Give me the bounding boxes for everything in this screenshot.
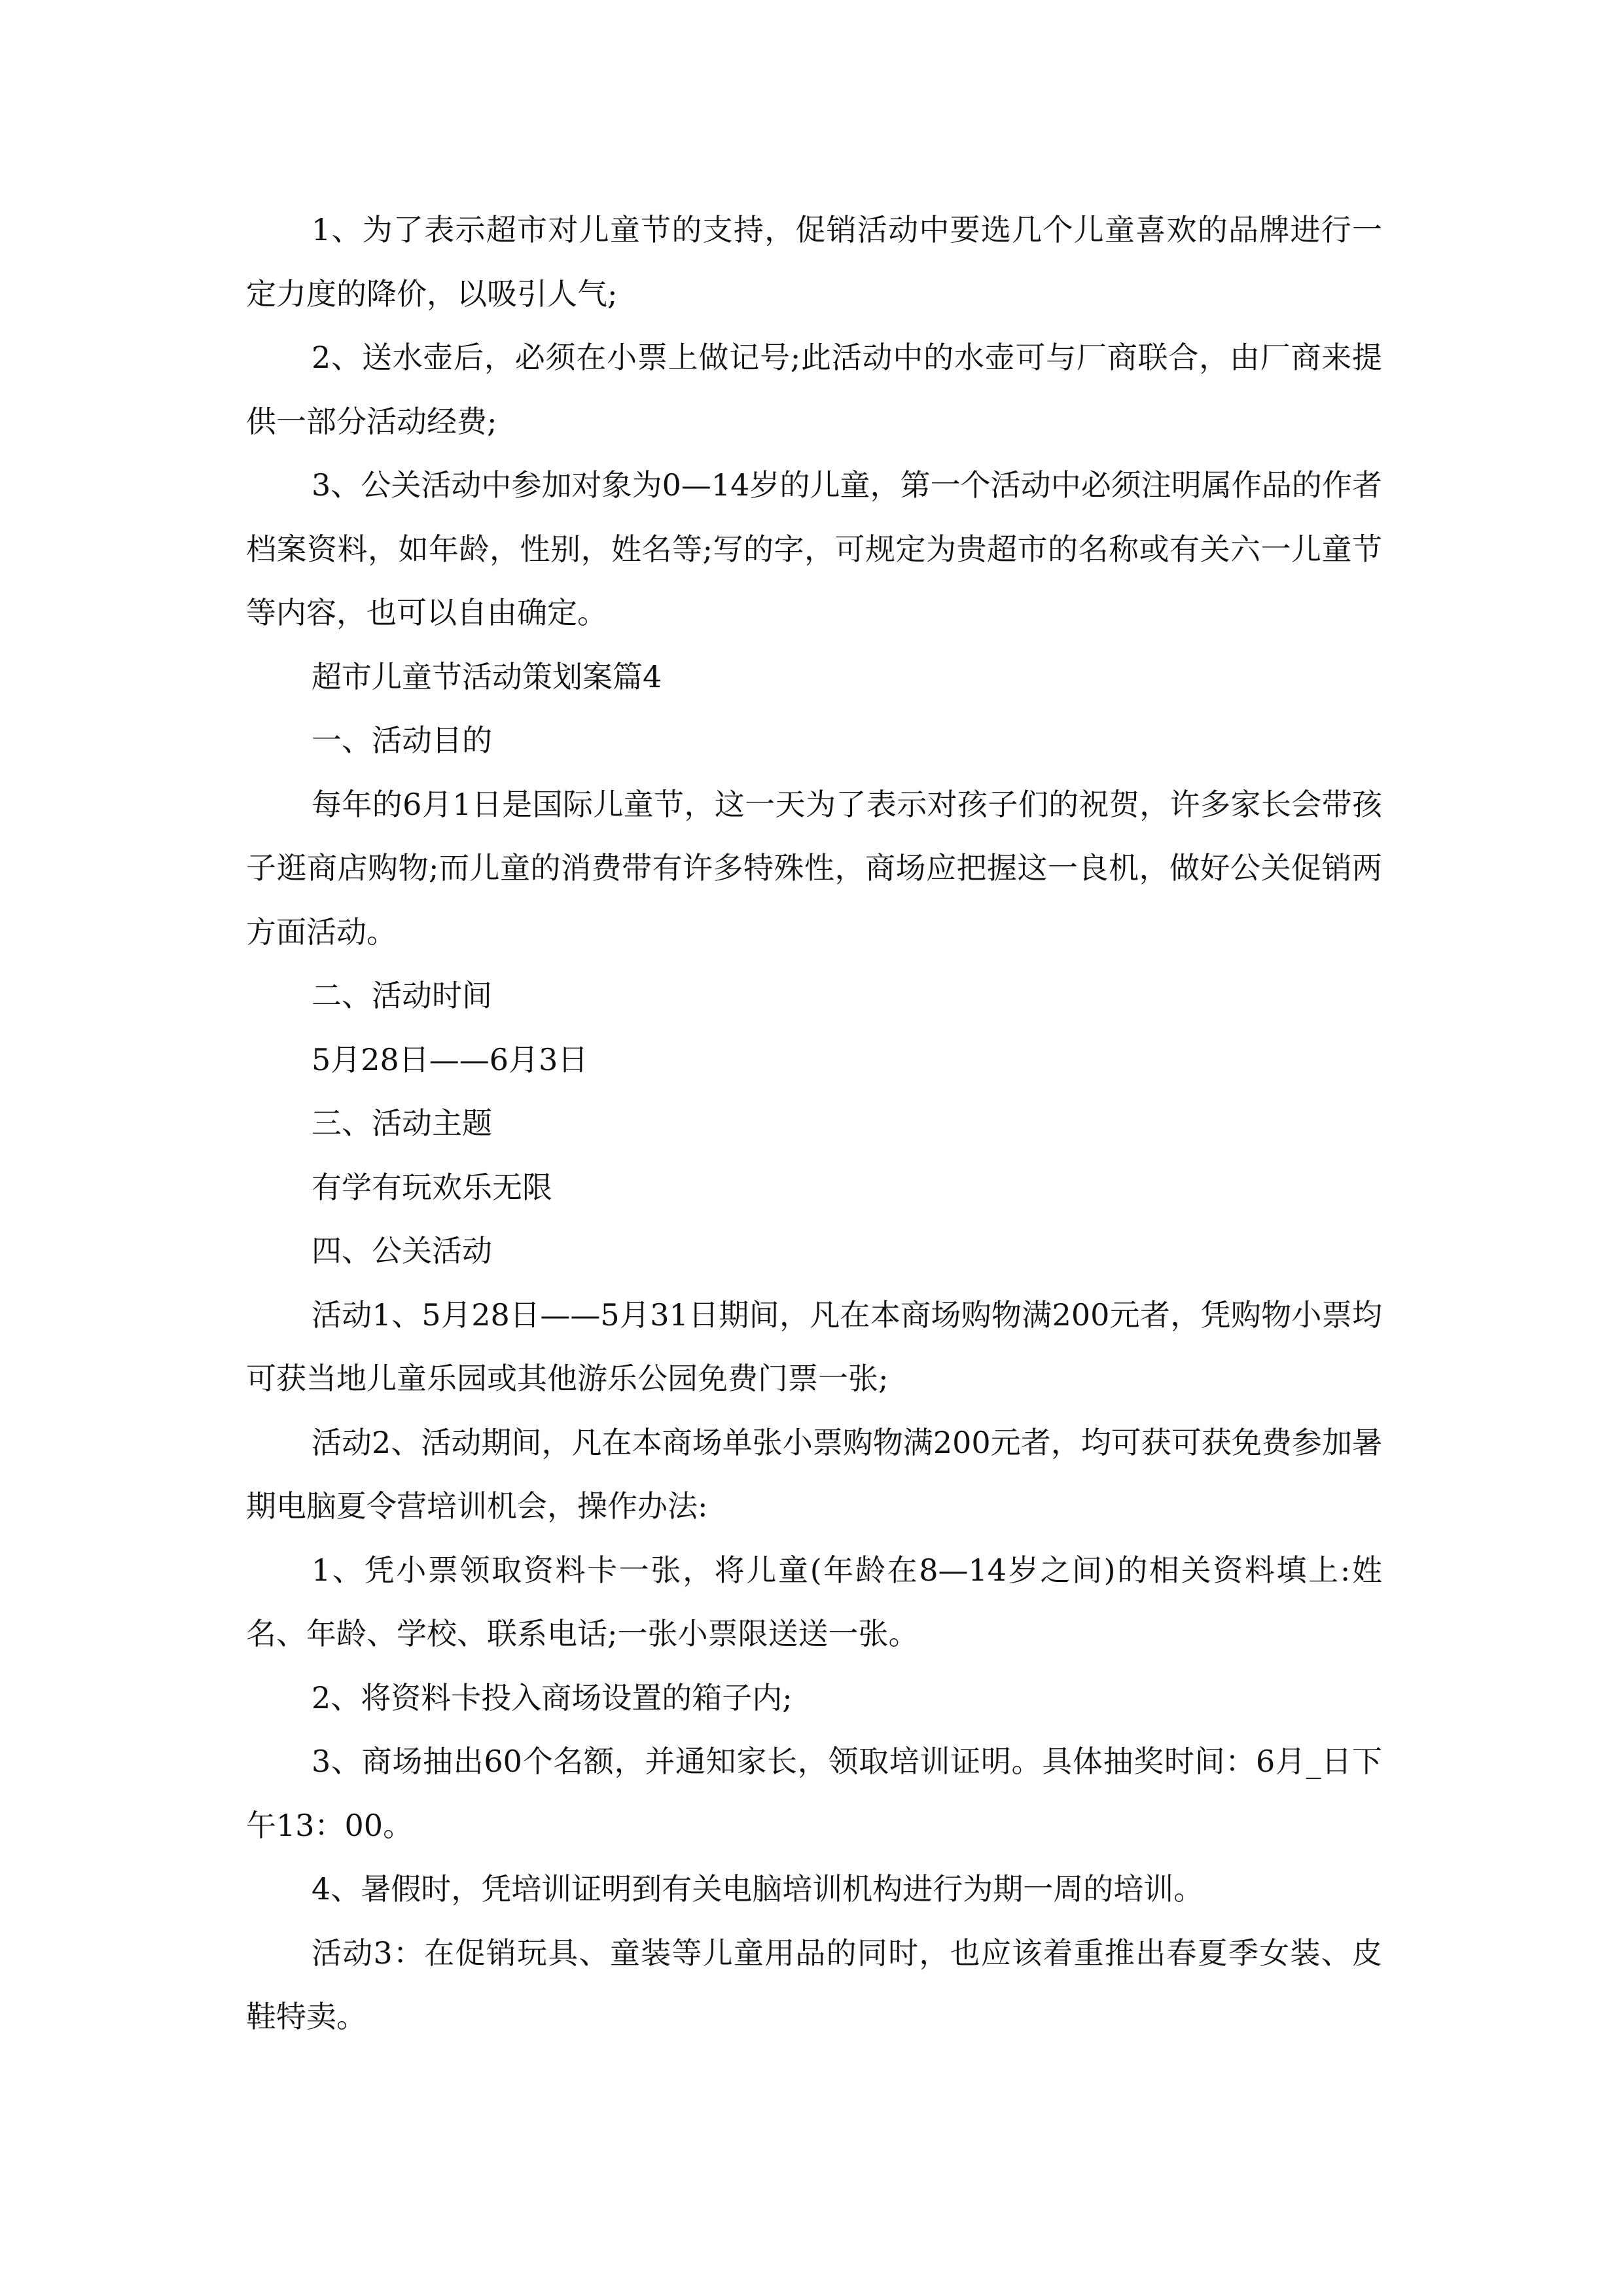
paragraph-step-1: 1、凭小票领取资料卡一张，将儿童(年龄在8—14岁之间)的相关资料填上:姓名、年龄、学校、联系电话;一张小票限送送一张。 [246, 1552, 1382, 1651]
section-title: 超市儿童节活动策划案篇4 [312, 658, 662, 694]
heading-activity-time: 二、活动时间 [312, 978, 492, 1013]
paragraph-theme: 有学有玩欢乐无限 [312, 1169, 552, 1205]
paragraph-activity-3: 活动3：在促销玩具、童装等儿童用品的同时，也应该着重推出春夏季女装、皮鞋特卖。 [246, 1935, 1382, 2034]
paragraph-item-1: 1、为了表示超市对儿童节的支持，促销活动中要选几个儿童喜欢的品牌进行一定力度的降价，以吸引人气; [246, 212, 1382, 312]
paragraph-time: 5月28日——6月3日 [312, 1041, 588, 1077]
paragraph-purpose: 每年的6月1日是国际儿童节，这一天为了表示对孩子们的祝贺，许多家长会带孩子逛商店购物;而儿童的消费带有许多特殊性，商场应把握这一良机，做好公关促销两方面活动。 [246, 786, 1382, 950]
paragraph-step-4: 4、暑假时，凭培训证明到有关电脑培训机构进行为期一周的培训。 [312, 1871, 1204, 1907]
paragraph-activity-1: 活动1、5月28日——5月31日期间，凡在本商场购物满200元者，凭购物小票均可获当地儿童乐园或其他游乐公园免费门票一张; [246, 1297, 1382, 1396]
document-body [246, 198, 1382, 2049]
paragraph-item-2: 2、送水壶后，必须在小票上做记号;此活动中的水壶可与厂商联合，由厂商来提供一部分活动经费; [246, 340, 1382, 439]
paragraph-activity-2: 活动2、活动期间，凡在本商场单张小票购物满200元者，均可获可获免费参加暑期电脑夏令营培训机会，操作办法: [246, 1424, 1382, 1524]
paragraph-item-3: 3、公关活动中参加对象为0—14岁的儿童，第一个活动中必须注明属作品的作者档案资料，如年龄，性别，姓名等;写的字，可规定为贵超市的名称或有关六一儿童节等内容，也可以自由确定。 [246, 467, 1382, 630]
heading-activity-purpose: 一、活动目的 [312, 723, 492, 758]
heading-pr-activity: 四、公关活动 [312, 1233, 492, 1268]
paragraph-step-2: 2、将资料卡投入商场设置的箱子内; [312, 1679, 793, 1715]
paragraph-step-3: 3、商场抽出60个名额，并通知家长，领取培训证明。具体抽奖时间：6月_日下午13：00。 [246, 1744, 1382, 1843]
heading-activity-theme: 三、活动主题 [312, 1105, 492, 1141]
